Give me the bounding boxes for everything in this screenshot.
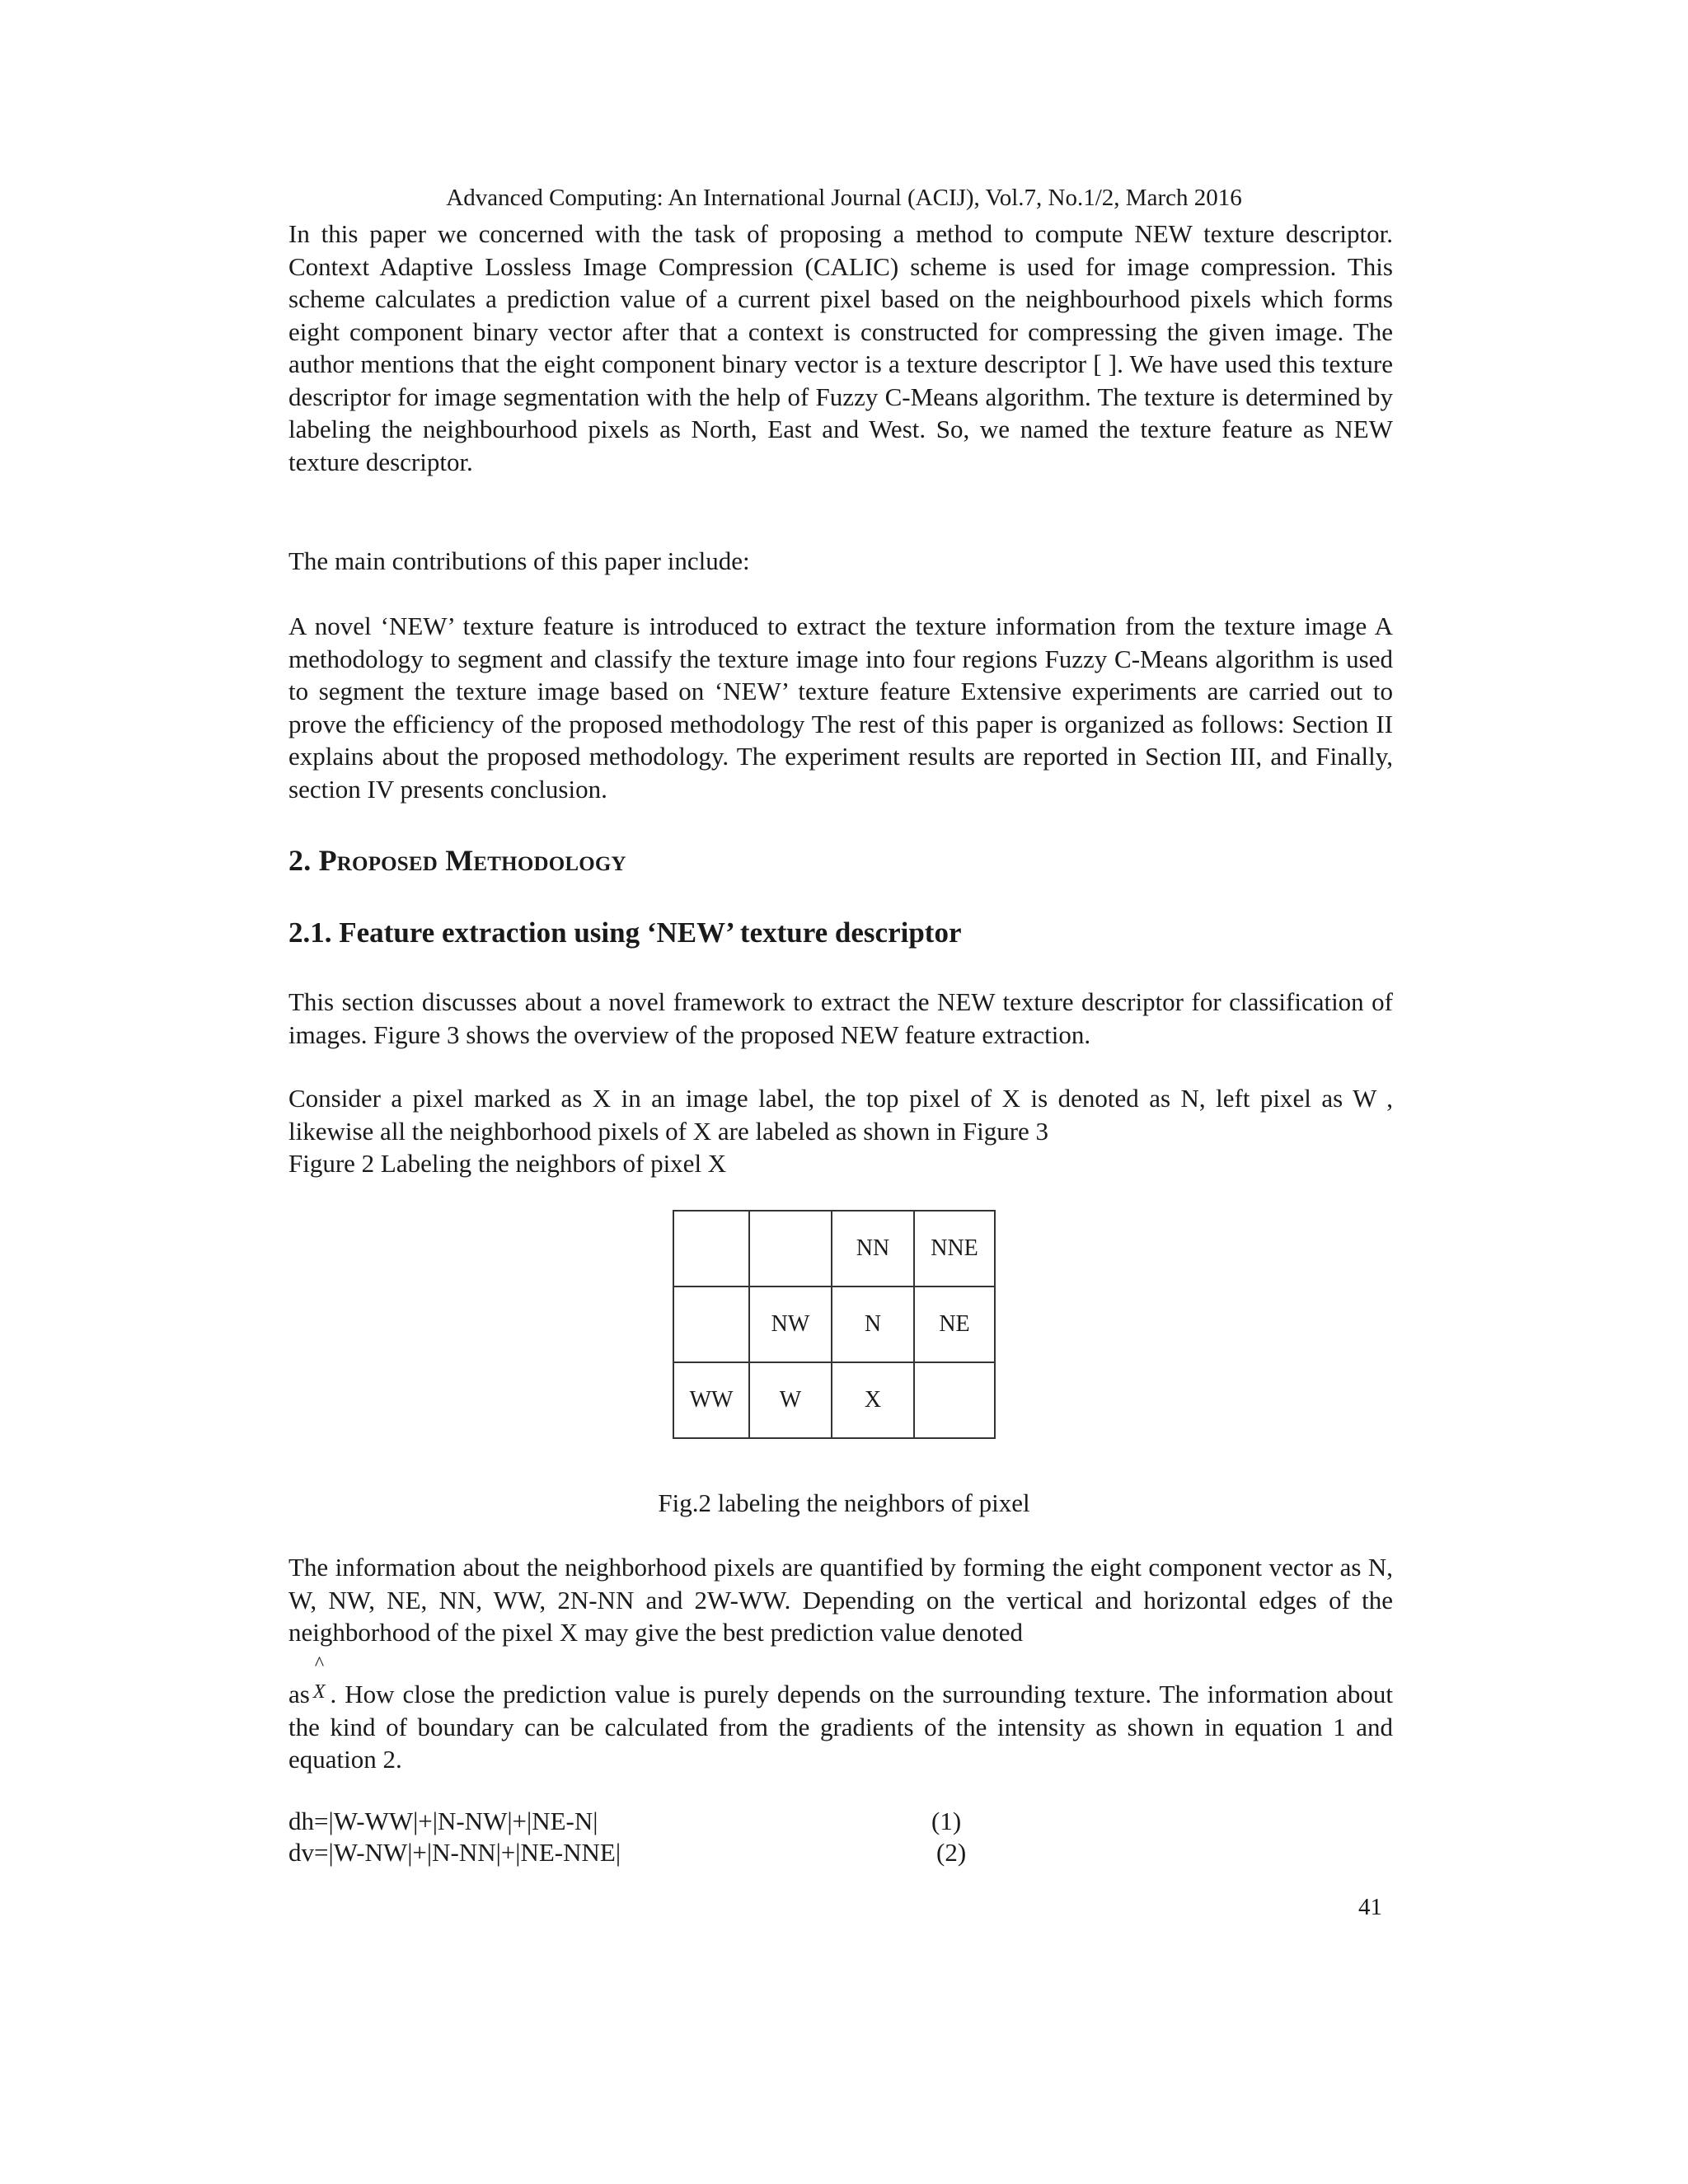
- x-symbol: X: [312, 1681, 326, 1703]
- subsection-heading: 2.1. Feature extraction using ‘NEW’ texture descriptor: [288, 916, 962, 949]
- grid-cell: WW: [673, 1362, 749, 1438]
- grid-cell: X: [832, 1362, 914, 1438]
- equation-dv: dv=|W-NW|+|N-NN|+|NE-NNE|: [288, 1838, 621, 1867]
- equation-number-2: (2): [936, 1838, 967, 1867]
- grid-cell: NW: [749, 1286, 832, 1362]
- subsection-paragraph-1-text: This section discusses about a novel framework to extract the NEW texture descriptor for classification of images. Figure 3 shows the overview of the proposed NEW feature extraction.: [288, 987, 1393, 1049]
- hat-accent: ^: [314, 1653, 325, 1675]
- figure-caption: Fig.2 labeling the neighbors of pixel: [658, 1488, 1030, 1517]
- grid-cell: NNE: [914, 1211, 995, 1286]
- running-head: Advanced Computing: An International Journal (ACIJ), Vol.7, No.1/2, March 2016: [446, 185, 1242, 211]
- intro-paragraph: [288, 218, 1393, 478]
- prediction-paragraph-part-a-text: The information about the neighborhood pixels are quantified by forming the eight component vector as N, W, NW, NE, NN, WW, 2N-NN and 2W-WW. Depending on the vertical and horizontal edges of the neighborhood of the pixel X may give the best prediction value denoted: [288, 1553, 1393, 1647]
- grid-cell: [673, 1211, 749, 1286]
- grid-row-2: [673, 1286, 995, 1362]
- page-number: 41: [1358, 1894, 1382, 1920]
- neighbor-grid-figure: [673, 1210, 996, 1439]
- grid-row-3: [673, 1362, 995, 1438]
- contributions-text: A novel ‘NEW’ texture feature is introduced to extract the texture information from the texture image A methodology to segment and classify the texture image into four regions Fuzzy C-Means algorithm is used to segment the texture image based on ‘NEW’ texture feature Extensive experiments are carried out to prove the efficiency of the proposed methodology The rest of this paper is organized as follows: Section II explains about the proposed methodology. The experiment results are reported in Section III, and Finally, section IV presents conclusion.: [288, 612, 1393, 804]
- subsection-paragraph-2: [288, 1082, 1393, 1147]
- equation-number-1: (1): [931, 1807, 962, 1835]
- section-heading: 2. Proposed Methodology: [288, 844, 626, 877]
- grid-cell: [673, 1286, 749, 1362]
- grid-cell: [749, 1211, 832, 1286]
- grid-cell: [914, 1362, 995, 1438]
- intro-paragraph-text: In this paper we concerned with the task of proposing a method to compute NEW texture descriptor. Context Adaptive Lossless Image Compression (CALIC) scheme is used for image compression. This scheme calculates a prediction value of a current pixel based on the neighbourhood pixels which forms eight component binary vector after that a context is constructed for compressing the given image. The author mentions that the eight component binary vector is a texture descriptor [ ]. We have used this texture descriptor for image segmentation with the help of Fuzzy C-Means algorithm. The texture is determined by labeling the neighbourhood pixels as North, East and West. So, we named the texture feature as NEW texture descriptor.: [288, 219, 1393, 476]
- subsection-paragraph-2-text: Consider a pixel marked as X in an image label, the top pixel of X is denoted as N, left pixel as W , likewise all the neighborhood pixels of X are labeled as shown in Figure 3: [288, 1084, 1393, 1146]
- contributions-paragraph: [288, 610, 1393, 805]
- grid-cell: W: [749, 1362, 832, 1438]
- prediction-continuation: . How close the prediction value is purely depends on the surrounding texture. The information about the kind of boundary can be calculated from the gradients of the intensity as shown in equation 1 and equation 2.: [288, 1680, 1393, 1774]
- grid-row-1: [673, 1211, 995, 1286]
- equation-dh: dh=|W-WW|+|N-NW|+|NE-N|: [288, 1807, 598, 1835]
- grid-cell: N: [832, 1286, 914, 1362]
- contributions-lead: The main contributions of this paper include:: [288, 546, 750, 575]
- figure-label-line: Figure 2 Labeling the neighbors of pixel X: [288, 1149, 727, 1178]
- grid-cell: NE: [914, 1286, 995, 1362]
- subsection-paragraph-1: [288, 986, 1393, 1051]
- grid-cell: NN: [832, 1211, 914, 1286]
- prediction-paragraph-part-b-text: [288, 1653, 1393, 1776]
- x-hat-symbol: [312, 1653, 326, 1709]
- prediction-paragraph-part-a: [288, 1551, 1393, 1649]
- prediction-paragraph-part-b: [288, 1653, 1393, 1776]
- as-word: as: [288, 1680, 310, 1708]
